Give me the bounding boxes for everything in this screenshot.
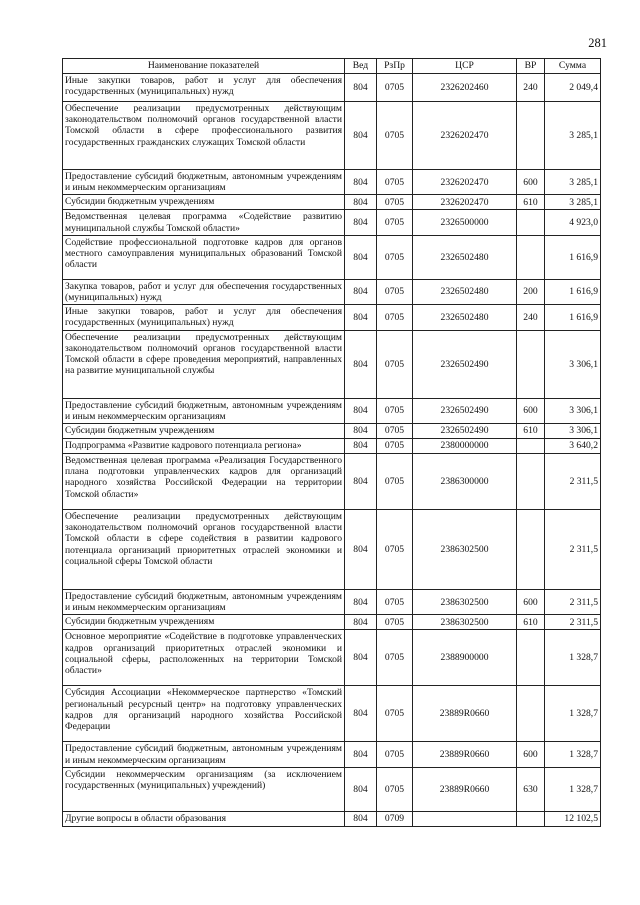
budget-table bbox=[62, 58, 601, 827]
cell-sum: 3 306,1 bbox=[545, 398, 601, 423]
cell-vr: 630 bbox=[517, 767, 545, 811]
cell-vr: 600 bbox=[517, 398, 545, 423]
cell-csr: 23889R0660 bbox=[413, 767, 517, 811]
cell-ved: 804 bbox=[345, 630, 377, 686]
table-row bbox=[63, 170, 601, 195]
header-name: Наименование показателей bbox=[63, 59, 345, 74]
page-number: 281 bbox=[588, 36, 607, 50]
cell-vr: 240 bbox=[517, 74, 545, 102]
cell-rzpr: 0705 bbox=[377, 630, 413, 686]
cell-rzpr: 0705 bbox=[377, 686, 413, 742]
cell-csr: 2326202470 bbox=[413, 195, 517, 210]
cell-name: Обеспечение реализации предусмотренных действующим законодательством полномочий органов государственной власти Томской области в сфере профессионального развития государственных гражданских служащих Томской области bbox=[63, 102, 345, 170]
table-header-row bbox=[63, 59, 601, 74]
cell-vr: 610 bbox=[517, 424, 545, 439]
header-sum: Сумма bbox=[545, 59, 601, 74]
cell-sum: 1 616,9 bbox=[545, 305, 601, 330]
cell-ved: 804 bbox=[345, 305, 377, 330]
cell-csr: 2326202470 bbox=[413, 102, 517, 170]
header-vr: ВР bbox=[517, 59, 545, 74]
cell-name: Субсидии бюджетным учреждениям bbox=[63, 195, 345, 210]
cell-name: Предоставление субсидий бюджетным, автономным учреждениям и иным некоммерческим организациям bbox=[63, 398, 345, 423]
cell-csr: 23889R0660 bbox=[413, 742, 517, 767]
table-row bbox=[63, 686, 601, 742]
cell-sum: 2 311,5 bbox=[545, 590, 601, 615]
cell-name: Предоставление субсидий бюджетным, автономным учреждениям и иным некоммерческим организациям bbox=[63, 742, 345, 767]
cell-sum: 3 285,1 bbox=[545, 170, 601, 195]
table-row bbox=[63, 235, 601, 279]
cell-ved: 804 bbox=[345, 454, 377, 510]
cell-rzpr: 0705 bbox=[377, 742, 413, 767]
cell-csr: 2326502480 bbox=[413, 279, 517, 304]
table-row bbox=[63, 195, 601, 210]
table-row bbox=[63, 742, 601, 767]
cell-name: Иные закупки товаров, работ и услуг для обеспечения государственных (муниципальных) нужд bbox=[63, 74, 345, 102]
cell-sum: 3 285,1 bbox=[545, 102, 601, 170]
cell-name: Ведомственная целевая программа «Содействие развитию муниципальной службы Томской области» bbox=[63, 210, 345, 235]
cell-name: Субсидии бюджетным учреждениям bbox=[63, 424, 345, 439]
cell-rzpr: 0705 bbox=[377, 279, 413, 304]
cell-sum: 1 328,7 bbox=[545, 767, 601, 811]
cell-rzpr: 0705 bbox=[377, 590, 413, 615]
cell-name: Субсидия Ассоциации «Некоммерческое партнерство «Томский региональный ресурсный центр» на подготовку управленческих кадров для организаций народного хозяйства Российской Федерации bbox=[63, 686, 345, 742]
cell-vr: 600 bbox=[517, 170, 545, 195]
cell-csr: 2386302500 bbox=[413, 510, 517, 590]
cell-sum: 1 328,7 bbox=[545, 686, 601, 742]
cell-name: Закупка товаров, работ и услуг для обеспечения государственных (муниципальных) нужд bbox=[63, 279, 345, 304]
cell-csr: 2386302500 bbox=[413, 615, 517, 630]
cell-rzpr: 0705 bbox=[377, 102, 413, 170]
cell-vr: 600 bbox=[517, 590, 545, 615]
cell-sum: 1 328,7 bbox=[545, 742, 601, 767]
cell-name: Ведомственная целевая программа «Реализация Государственного плана подготовки управленческих кадров для организаций народного хозяйства Российской Федерации на территории Томской области» bbox=[63, 454, 345, 510]
header-rzpr: РзПр bbox=[377, 59, 413, 74]
cell-rzpr: 0705 bbox=[377, 74, 413, 102]
cell-vr bbox=[517, 811, 545, 826]
header-ved: Вед bbox=[345, 59, 377, 74]
cell-sum: 2 049,4 bbox=[545, 74, 601, 102]
cell-ved: 804 bbox=[345, 424, 377, 439]
cell-sum: 3 285,1 bbox=[545, 195, 601, 210]
cell-rzpr: 0705 bbox=[377, 305, 413, 330]
table-row bbox=[63, 305, 601, 330]
cell-vr: 240 bbox=[517, 305, 545, 330]
cell-rzpr: 0705 bbox=[377, 210, 413, 235]
cell-name: Подпрограмма «Развитие кадрового потенциала региона» bbox=[63, 439, 345, 454]
cell-rzpr: 0705 bbox=[377, 398, 413, 423]
cell-csr: 2388900000 bbox=[413, 630, 517, 686]
cell-name: Субсидии бюджетным учреждениям bbox=[63, 615, 345, 630]
cell-rzpr: 0709 bbox=[377, 811, 413, 826]
cell-sum: 3 306,1 bbox=[545, 424, 601, 439]
cell-csr: 2326502480 bbox=[413, 235, 517, 279]
cell-ved: 804 bbox=[345, 398, 377, 423]
table-row bbox=[63, 330, 601, 398]
table-row bbox=[63, 102, 601, 170]
cell-csr: 2326500000 bbox=[413, 210, 517, 235]
table-row bbox=[63, 398, 601, 423]
cell-vr: 610 bbox=[517, 615, 545, 630]
cell-name: Предоставление субсидий бюджетным, автономным учреждениям и иным некоммерческим организациям bbox=[63, 590, 345, 615]
cell-csr: 2380000000 bbox=[413, 439, 517, 454]
cell-vr bbox=[517, 510, 545, 590]
cell-rzpr: 0705 bbox=[377, 454, 413, 510]
cell-csr: 2326502490 bbox=[413, 424, 517, 439]
table-row bbox=[63, 615, 601, 630]
cell-rzpr: 0705 bbox=[377, 510, 413, 590]
cell-vr bbox=[517, 210, 545, 235]
cell-ved: 804 bbox=[345, 170, 377, 195]
cell-sum: 2 311,5 bbox=[545, 510, 601, 590]
cell-name: Другие вопросы в области образования bbox=[63, 811, 345, 826]
table-row bbox=[63, 630, 601, 686]
cell-rzpr: 0705 bbox=[377, 767, 413, 811]
cell-sum: 2 311,5 bbox=[545, 615, 601, 630]
cell-vr: 200 bbox=[517, 279, 545, 304]
cell-ved: 804 bbox=[345, 615, 377, 630]
cell-ved: 804 bbox=[345, 102, 377, 170]
cell-ved: 804 bbox=[345, 210, 377, 235]
cell-rzpr: 0705 bbox=[377, 235, 413, 279]
cell-vr bbox=[517, 439, 545, 454]
cell-vr bbox=[517, 330, 545, 398]
cell-ved: 804 bbox=[345, 235, 377, 279]
cell-vr bbox=[517, 235, 545, 279]
cell-name: Обеспечение реализации предусмотренных действующим законодательством полномочий органов государственной власти Томской области в сфере содействия в развитии кадрового потенциала организаций приоритетных отраслей экономики и социальной сферы Томской области bbox=[63, 510, 345, 590]
cell-ved: 804 bbox=[345, 811, 377, 826]
table-row bbox=[63, 510, 601, 590]
cell-ved: 804 bbox=[345, 74, 377, 102]
table-row bbox=[63, 424, 601, 439]
cell-ved: 804 bbox=[345, 767, 377, 811]
cell-sum: 1 616,9 bbox=[545, 279, 601, 304]
cell-csr: 2326202460 bbox=[413, 74, 517, 102]
cell-rzpr: 0705 bbox=[377, 615, 413, 630]
cell-rzpr: 0705 bbox=[377, 439, 413, 454]
cell-vr bbox=[517, 630, 545, 686]
cell-sum: 12 102,5 bbox=[545, 811, 601, 826]
cell-csr: 2326502490 bbox=[413, 398, 517, 423]
cell-rzpr: 0705 bbox=[377, 424, 413, 439]
cell-vr bbox=[517, 686, 545, 742]
table-row bbox=[63, 439, 601, 454]
cell-csr: 2326202470 bbox=[413, 170, 517, 195]
header-csr: ЦСР bbox=[413, 59, 517, 74]
cell-ved: 804 bbox=[345, 742, 377, 767]
cell-ved: 804 bbox=[345, 510, 377, 590]
cell-ved: 804 bbox=[345, 279, 377, 304]
cell-name: Обеспечение реализации предусмотренных действующим законодательством полномочий органов государственной власти Томской области в сфере проведения мероприятий, направленных на развитие муниципальной службы bbox=[63, 330, 345, 398]
table-row bbox=[63, 74, 601, 102]
cell-name: Предоставление субсидий бюджетным, автономным учреждениям и иным некоммерческим организациям bbox=[63, 170, 345, 195]
cell-name: Иные закупки товаров, работ и услуг для обеспечения государственных (муниципальных) нужд bbox=[63, 305, 345, 330]
cell-ved: 804 bbox=[345, 330, 377, 398]
table-row bbox=[63, 279, 601, 304]
cell-vr bbox=[517, 454, 545, 510]
cell-sum: 1 328,7 bbox=[545, 630, 601, 686]
cell-sum: 1 616,9 bbox=[545, 235, 601, 279]
table-row bbox=[63, 210, 601, 235]
cell-vr: 600 bbox=[517, 742, 545, 767]
cell-csr: 2326502490 bbox=[413, 330, 517, 398]
table-row bbox=[63, 767, 601, 811]
cell-sum: 4 923,0 bbox=[545, 210, 601, 235]
cell-sum: 3 640,2 bbox=[545, 439, 601, 454]
cell-ved: 804 bbox=[345, 439, 377, 454]
cell-csr bbox=[413, 811, 517, 826]
cell-csr: 23889R0660 bbox=[413, 686, 517, 742]
cell-ved: 804 bbox=[345, 195, 377, 210]
cell-csr: 2326502480 bbox=[413, 305, 517, 330]
cell-csr: 2386302500 bbox=[413, 590, 517, 615]
cell-ved: 804 bbox=[345, 686, 377, 742]
cell-rzpr: 0705 bbox=[377, 195, 413, 210]
cell-vr bbox=[517, 102, 545, 170]
cell-name: Содействие профессиональной подготовке кадров для органов местного самоуправления муниципальных образований Томской области bbox=[63, 235, 345, 279]
cell-name: Основное мероприятие «Содействие в подготовке управленческих кадров организаций приоритетных отраслей экономики и социальной сферы, расположенных на территории Томской области» bbox=[63, 630, 345, 686]
cell-sum: 3 306,1 bbox=[545, 330, 601, 398]
cell-rzpr: 0705 bbox=[377, 330, 413, 398]
cell-rzpr: 0705 bbox=[377, 170, 413, 195]
cell-ved: 804 bbox=[345, 590, 377, 615]
cell-name: Субсидии некоммерческим организациям (за исключением государственных (муниципальных) учреждений) bbox=[63, 767, 345, 811]
cell-sum: 2 311,5 bbox=[545, 454, 601, 510]
table-row bbox=[63, 454, 601, 510]
table-row bbox=[63, 590, 601, 615]
cell-csr: 2386300000 bbox=[413, 454, 517, 510]
table-row bbox=[63, 811, 601, 826]
cell-vr: 610 bbox=[517, 195, 545, 210]
